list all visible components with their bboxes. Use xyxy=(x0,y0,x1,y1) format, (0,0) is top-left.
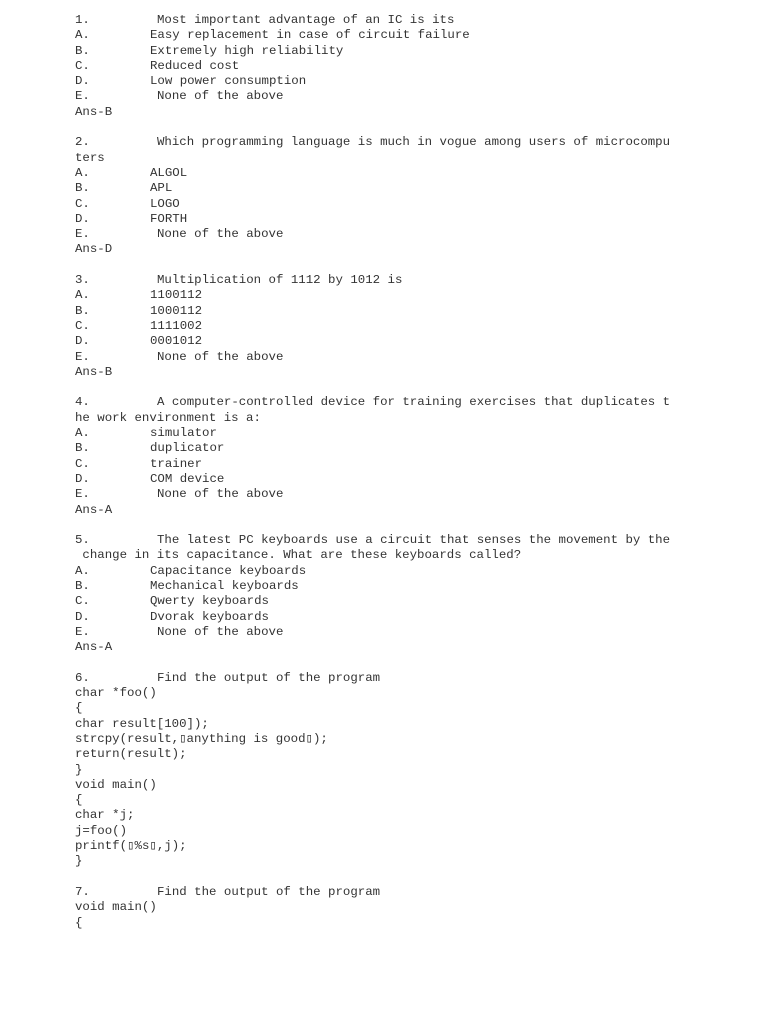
question-text-continued: he work environment is a: xyxy=(75,410,261,425)
option-text: Low power consumption xyxy=(150,74,307,89)
question-block xyxy=(75,13,675,120)
option-text: COM device xyxy=(150,471,225,486)
answer-option xyxy=(75,487,675,502)
option-label: E. xyxy=(75,349,90,364)
option-text: Qwerty keyboards xyxy=(150,594,269,609)
answer-option xyxy=(75,594,675,609)
option-label: D. xyxy=(75,609,90,624)
option-label: C. xyxy=(75,456,90,471)
option-text: Capacitance keyboards xyxy=(150,563,307,578)
option-text: FORTH xyxy=(150,211,188,226)
option-label: B. xyxy=(75,43,90,58)
question-block xyxy=(75,135,675,257)
answer-option xyxy=(75,334,675,349)
answer-option xyxy=(75,89,675,104)
option-label: A. xyxy=(75,426,90,441)
code-line: printf(▯%s▯,j); xyxy=(75,839,187,854)
option-text: trainer xyxy=(150,456,203,471)
answer-key: Ans-A xyxy=(75,640,113,655)
answer-option xyxy=(75,288,675,303)
answer-option xyxy=(75,579,675,594)
question-stem xyxy=(75,533,675,548)
option-label: B. xyxy=(75,578,90,593)
option-label: D. xyxy=(75,471,90,486)
question-block xyxy=(75,671,675,870)
answer-option xyxy=(75,319,675,334)
option-text: 0001012 xyxy=(150,334,203,349)
option-text: Dvorak keyboards xyxy=(150,609,269,624)
option-text: None of the above xyxy=(157,227,284,242)
answer-option xyxy=(75,472,675,487)
question-stem xyxy=(75,273,675,288)
question-text: A computer-controlled device for training exercises that duplicates t xyxy=(157,395,671,410)
option-label: E. xyxy=(75,487,90,502)
question-text: Find the output of the program xyxy=(157,670,381,685)
code-line: void main() xyxy=(75,900,157,915)
option-label: C. xyxy=(75,58,90,73)
option-label: A. xyxy=(75,165,90,180)
option-text: None of the above xyxy=(157,349,284,364)
question-number: 5. xyxy=(75,533,90,548)
code-line: j=foo() xyxy=(75,823,128,838)
code-line: char *j; xyxy=(75,808,135,823)
option-label: B. xyxy=(75,181,90,196)
answer-key: Ans-D xyxy=(75,242,113,257)
answer-key: Ans-A xyxy=(75,502,113,517)
answer-option xyxy=(75,181,675,196)
code-line: } xyxy=(75,854,83,869)
option-text: simulator xyxy=(150,426,217,441)
code-line: void main() xyxy=(75,777,157,792)
answer-option xyxy=(75,59,675,74)
question-block xyxy=(75,533,675,655)
option-text: 1000112 xyxy=(150,303,203,318)
code-line: { xyxy=(75,915,83,930)
option-label: E. xyxy=(75,624,90,639)
option-text: None of the above xyxy=(157,487,284,502)
option-label: E. xyxy=(75,227,90,242)
answer-option xyxy=(75,44,675,59)
code-line: { xyxy=(75,793,83,808)
answer-key: Ans-B xyxy=(75,104,113,119)
answer-option xyxy=(75,625,675,640)
option-label: D. xyxy=(75,211,90,226)
question-text: The latest PC keyboards use a circuit that senses the movement by the xyxy=(157,533,671,548)
option-label: A. xyxy=(75,563,90,578)
answer-option xyxy=(75,457,675,472)
question-block xyxy=(75,273,675,380)
question-block xyxy=(75,395,675,517)
option-text: LOGO xyxy=(150,196,180,211)
option-label: A. xyxy=(75,28,90,43)
answer-option xyxy=(75,166,675,181)
question-number: 4. xyxy=(75,395,90,410)
option-text: None of the above xyxy=(157,624,284,639)
question-number: 3. xyxy=(75,273,90,288)
answer-option xyxy=(75,350,675,365)
answer-option xyxy=(75,227,675,242)
question-stem xyxy=(75,13,675,28)
option-label: B. xyxy=(75,441,90,456)
answer-option xyxy=(75,197,675,212)
option-label: C. xyxy=(75,318,90,333)
option-text: None of the above xyxy=(157,89,284,104)
answer-option xyxy=(75,28,675,43)
option-text: 1111002 xyxy=(150,318,203,333)
answer-option xyxy=(75,74,675,89)
question-stem xyxy=(75,671,675,686)
question-number: 6. xyxy=(75,670,90,685)
option-text: Mechanical keyboards xyxy=(150,578,299,593)
option-text: 1100112 xyxy=(150,288,203,303)
answer-option xyxy=(75,441,675,456)
option-text: duplicator xyxy=(150,441,225,456)
option-label: A. xyxy=(75,288,90,303)
question-number: 1. xyxy=(75,13,90,27)
option-label: B. xyxy=(75,303,90,318)
code-line: return(result); xyxy=(75,747,187,762)
option-label: D. xyxy=(75,74,90,89)
question-text: Find the output of the program xyxy=(157,884,381,899)
question-text: Which programming language is much in vogue among users of microcompu xyxy=(157,135,671,150)
answer-option xyxy=(75,426,675,441)
document-body xyxy=(75,13,675,946)
answer-key: Ans-B xyxy=(75,364,113,379)
option-label: E. xyxy=(75,89,90,104)
option-text: Extremely high reliability xyxy=(150,43,344,58)
answer-option xyxy=(75,304,675,319)
question-text: Most important advantage of an IC is its xyxy=(157,13,455,27)
code-line: char *foo() xyxy=(75,686,157,701)
question-text: Multiplication of 1112 by 1012 is xyxy=(157,273,403,288)
question-stem xyxy=(75,395,675,410)
question-number: 7. xyxy=(75,884,90,899)
code-line: } xyxy=(75,762,83,777)
option-label: C. xyxy=(75,196,90,211)
question-number: 2. xyxy=(75,135,90,150)
option-text: Easy replacement in case of circuit failure xyxy=(150,28,470,43)
question-block xyxy=(75,885,675,931)
code-line: { xyxy=(75,701,83,716)
option-text: ALGOL xyxy=(150,165,188,180)
option-label: C. xyxy=(75,594,90,609)
code-line: char result[100]); xyxy=(75,716,209,731)
option-text: APL xyxy=(150,181,173,196)
question-text-continued: change in its capacitance. What are these keyboards called? xyxy=(75,548,522,563)
option-label: D. xyxy=(75,334,90,349)
question-text-continued: ters xyxy=(75,150,105,165)
code-line: strcpy(result,▯anything is good▯); xyxy=(75,731,328,746)
question-stem xyxy=(75,135,675,150)
answer-option xyxy=(75,212,675,227)
answer-option xyxy=(75,564,675,579)
answer-option xyxy=(75,610,675,625)
option-text: Reduced cost xyxy=(150,58,240,73)
question-stem xyxy=(75,885,675,900)
